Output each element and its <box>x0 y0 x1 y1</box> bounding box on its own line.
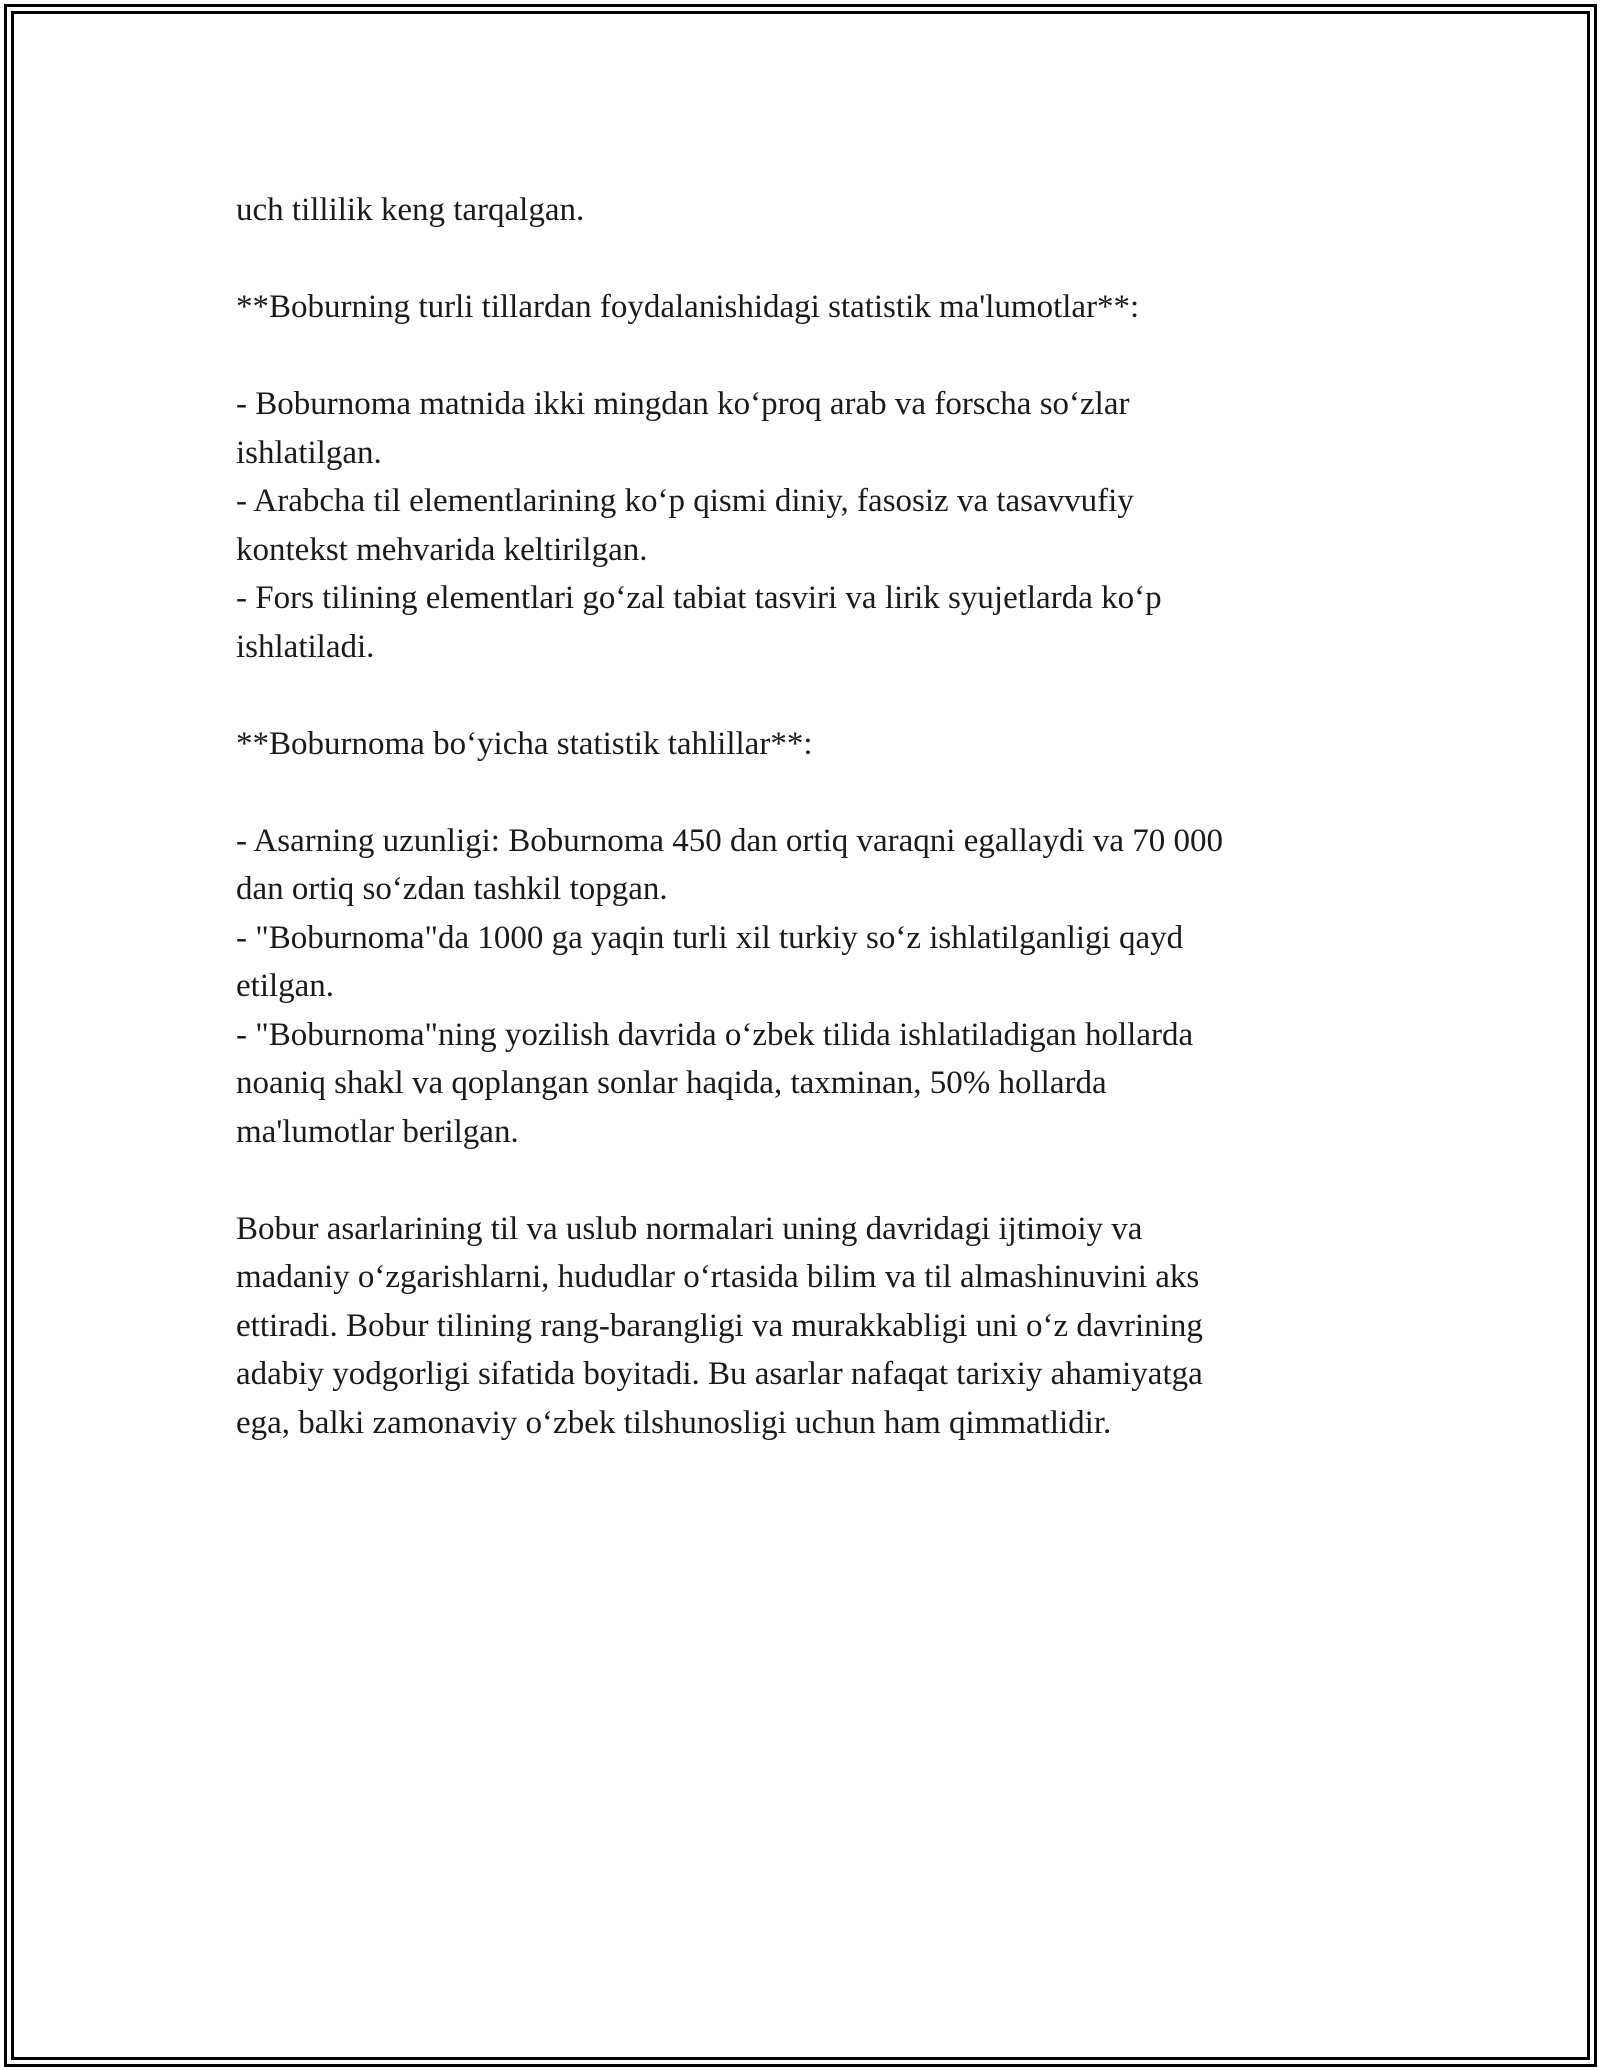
list-item-line: ishlatiladi. <box>236 628 375 665</box>
list-item-line: kontekst mehvarida keltirilgan. <box>236 531 648 568</box>
intro-line: uch tillilik keng tarqalgan. <box>236 192 585 228</box>
list-item <box>236 1011 1366 1157</box>
bullet-list-language-statistics <box>236 380 1366 671</box>
list-item-line: ishlatilgan. <box>236 434 382 471</box>
list-item-line: ma'lumotlar berilgan. <box>236 1113 519 1150</box>
document-body <box>236 186 1366 1447</box>
list-item <box>236 914 1366 1011</box>
conclusion-paragraph <box>236 1205 1366 1448</box>
paragraph-gap <box>236 332 1366 381</box>
paragraph-line: adabiy yodgorligi sifatida boyitadi. Bu asarlar nafaqat tarixiy ahamiyatga <box>236 1356 1203 1392</box>
list-item-line: etilgan. <box>236 968 335 1004</box>
paragraph-gap <box>236 671 1366 720</box>
list-item-line: - Boburnoma matnida ikki mingdan ko‘proq arab va forscha so‘zlar <box>236 386 1130 422</box>
paragraph-line: Bobur asarlarining til va uslub normalari uning davridagi ijtimoiy va <box>236 1210 1143 1247</box>
list-item <box>236 477 1366 574</box>
list-item <box>236 380 1366 477</box>
paragraph-gap <box>236 768 1366 817</box>
paragraph-line: madaniy o‘zgarishlarni, hududlar o‘rtasida bilim va til almashinuvini aks <box>236 1259 1200 1295</box>
list-item-line: - "Boburnoma"ning yozilish davrida o‘zbek tilida ishlatiladigan hollarda <box>236 1016 1194 1053</box>
bullet-list-boburnoma-analysis <box>236 817 1366 1157</box>
list-item-line: noaniq shakl va qoplangan sonlar haqida, taxminan, 50% hollarda <box>236 1065 1107 1101</box>
list-item-line: - Arabcha til elementlarining ko‘p qismi diniy, fasosiz va tasavvufiy <box>236 483 1134 519</box>
section-heading-boburnoma-analysis: **Boburnoma bo‘yicha statistik tahlillar**: <box>236 725 813 762</box>
list-item-line: dan ortiq so‘zdan tashkil topgan. <box>236 871 668 907</box>
list-item <box>236 817 1366 914</box>
list-item <box>236 574 1366 671</box>
paragraph-line: ettiradi. Bobur tilining rang-barangligi va murakkabligi uni o‘z davrining <box>236 1307 1203 1344</box>
list-item-line: - Fors tilining elementlari go‘zal tabiat tasviri va lirik syujetlarda ko‘p <box>236 580 1162 616</box>
paragraph-gap <box>236 235 1366 284</box>
list-item-line: - "Boburnoma"da 1000 ga yaqin turli xil turkiy so‘z ishlatilganligi qayd <box>236 919 1184 956</box>
paragraph-line: ega, balki zamonaviy o‘zbek tilshunosligi uchun ham qimmatlidir. <box>236 1404 1112 1441</box>
paragraph-gap <box>236 1156 1366 1205</box>
section-heading-language-statistics: **Boburning turli tillardan foydalanishidagi statistik ma'lumotlar**: <box>236 289 1140 325</box>
list-item-line: - Asarning uzunligi: Boburnoma 450 dan ortiq varaqni egallaydi va 70 000 <box>236 822 1224 859</box>
